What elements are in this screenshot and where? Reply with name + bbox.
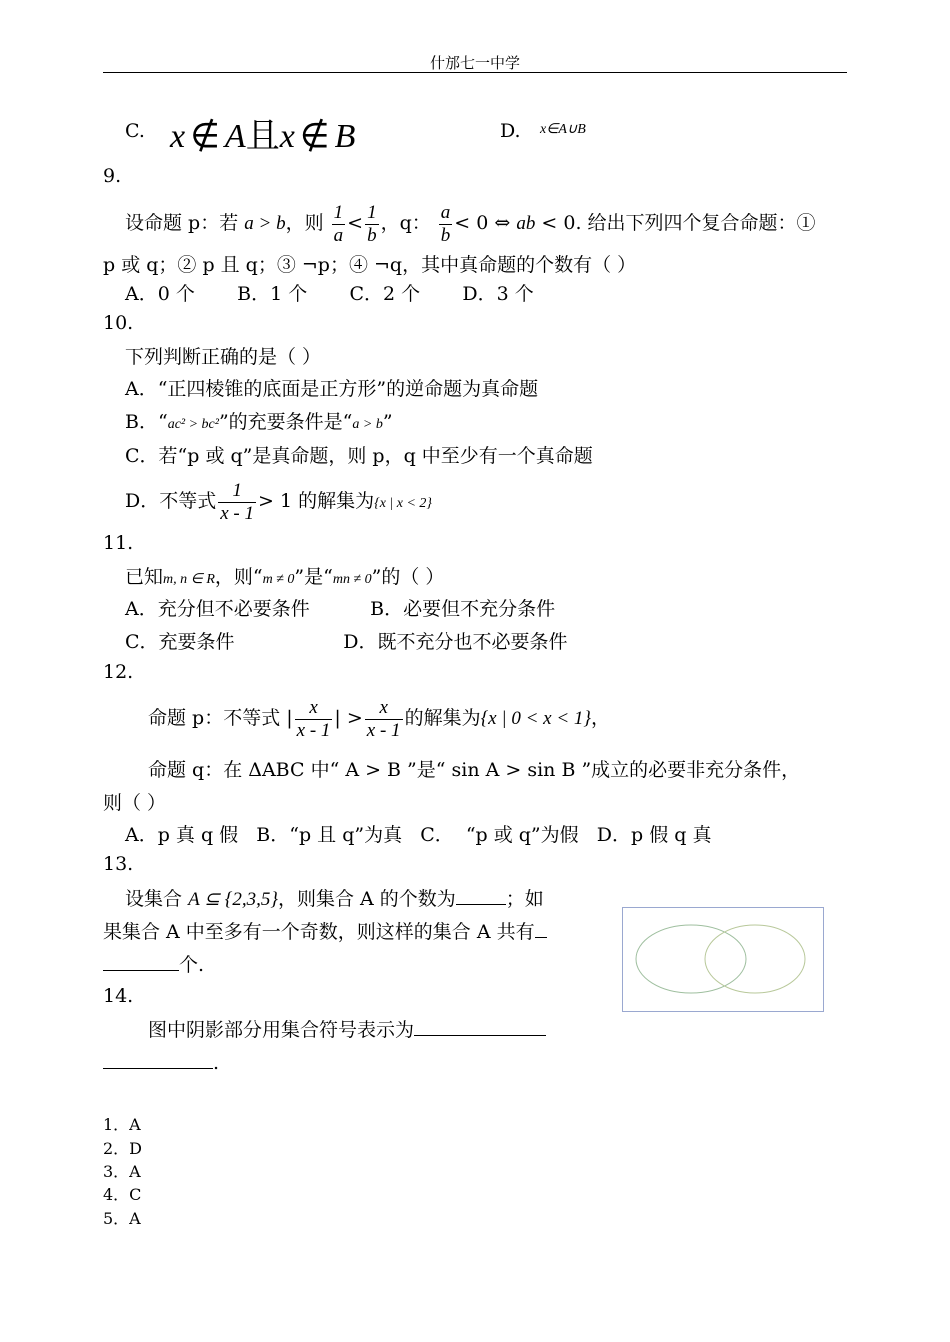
q12-frac1-den: x - 1 (296, 719, 331, 741)
q10-d-set: {x | x < 2} (374, 496, 433, 511)
q9-lt: < (347, 212, 364, 234)
q11-expr2: m ≠ 0 (262, 572, 295, 587)
venn-diagram-frame (622, 907, 824, 1012)
q13-line3 (103, 950, 204, 977)
q13-blank-1[interactable] (456, 886, 506, 905)
page-header: 什邡七一中学 (429, 54, 520, 72)
q10-b-expr2: a > b (352, 417, 383, 432)
q9-frac2-den: b (367, 224, 377, 246)
q8-option-d-expr: x∈A∪B (540, 122, 586, 137)
q9-number: 9. (103, 165, 122, 187)
q9-q-label: ，q： (380, 212, 431, 234)
q10-d-mid: > 1 的解集为 (258, 490, 375, 512)
q12-p-line (148, 693, 610, 744)
q13-l1-end: ；如 (505, 888, 544, 910)
venn-set-b (705, 925, 805, 993)
q9-suffix: . 给出下列四个复合命题：① (575, 212, 816, 234)
q8-c-and: 且 (245, 116, 280, 156)
q12-p-prefix: 命题 p：不等式 | (148, 707, 293, 729)
q11-options-row2: C．充要条件 D．既不充分也不必要条件 (125, 631, 568, 653)
q13-l1-prefix: 设集合 (125, 888, 183, 910)
venn-diagram (623, 908, 823, 1011)
q8-c-x2: x (279, 118, 295, 155)
q10-b-mid: ”的充要条件是“ (218, 411, 353, 433)
q9-stem-line1 (125, 198, 816, 249)
q11-p4: ”的（ ） (371, 566, 445, 588)
q11-expr3: mn ≠ 0 (332, 572, 372, 587)
venn-set-a (636, 925, 746, 993)
q13-number: 13. (103, 853, 134, 875)
q10-b-expr: ac² > bc² (167, 417, 219, 432)
q10-d-num: 1 (218, 480, 256, 503)
answer-4: 4．C (103, 1185, 142, 1204)
q9-frac2 (365, 202, 379, 247)
q10-b-prefix: B．“ (125, 411, 168, 433)
q14-line2 (103, 1050, 219, 1074)
q12-then: 则（ ） (103, 792, 167, 814)
q8-c-b: B (334, 118, 356, 155)
q8-option-d-label: D. (500, 120, 521, 142)
q9-frac2-num: 1 (367, 201, 377, 223)
q9-frac1-num: 1 (333, 201, 344, 223)
q11-p1: 已知 (125, 566, 164, 588)
q14-number: 14. (103, 985, 134, 1007)
q10-option-d (125, 476, 432, 529)
q12-p-end: ， (591, 707, 611, 729)
q10-option-b (125, 407, 393, 434)
answer-1: 1．A (103, 1115, 141, 1134)
q8-c-notin2: ∉ (299, 116, 330, 156)
q12-frac2-den: x - 1 (366, 719, 401, 741)
q14-line1 (148, 1015, 546, 1042)
q13-blank-2b[interactable] (103, 952, 179, 971)
q12-p-suffix: 的解集为 (404, 707, 481, 729)
q11-options-row1: A．充分但不必要条件 B．必要但不充分条件 (125, 598, 556, 620)
q9-frac3-den: b (440, 224, 451, 246)
q9-lt0: < 0 ⇔ (454, 212, 511, 234)
q13-l1-mid: ，则集合 A 的个数为 (277, 888, 456, 910)
q9-frac1 (332, 202, 346, 247)
q14-l1-text: 图中阴影部分用集合符号表示为 (148, 1019, 415, 1041)
q12-frac1 (295, 697, 333, 742)
q9-stem-line2: p 或 q；② p 且 q；③ ¬p；④ ¬q，其中真命题的个数有（ ） (103, 254, 637, 276)
q13-line2 (103, 917, 547, 944)
q8-c-notin1: ∉ (190, 116, 220, 156)
q13-l3-end: 个. (179, 954, 205, 976)
answer-3: 3．A (103, 1162, 141, 1181)
q12-number: 12. (103, 661, 134, 683)
q12-frac1-num: x (295, 697, 333, 720)
q10-d-den: x - 1 (220, 502, 254, 524)
q11-p3: ”是“ (294, 566, 333, 588)
q9-options: A．0 个 B．1 个 C．2 个 D．3 个 (125, 283, 534, 305)
q9-frac1-den: a (333, 224, 344, 246)
q11-stem (125, 562, 444, 589)
q9-frac3 (439, 202, 453, 247)
q9-prefix: 设命题 p：若 (125, 212, 239, 234)
q12-q-line: 命题 q：在 ΔABC 中“ A > B ”是“ sin A > sin B ”成立的必要非充分条件， (148, 759, 801, 781)
q12-p-set: {x | 0 < x < 1} (480, 708, 592, 729)
q9-ab: ab (516, 213, 536, 234)
q8-option-c-expr (170, 108, 355, 157)
q11-expr1: m, n ∈ R (163, 572, 215, 587)
q9-cond1: a > b (244, 213, 286, 234)
answer-5: 5．A (103, 1209, 141, 1228)
q14-l2-end: . (213, 1052, 220, 1074)
q10-b-end: ” (382, 411, 393, 433)
q8-c-x1: x (170, 118, 186, 155)
q8-c-a: A (224, 118, 246, 155)
q12-frac2-num: x (365, 697, 403, 720)
q13-line1 (125, 884, 544, 911)
q10-stem: 下列判断正确的是（ ） (125, 346, 322, 368)
header-rule (103, 72, 847, 73)
q12-gt: | > (334, 707, 363, 729)
q10-option-c: C．若“p 或 q”是真命题，则 p，q 中至少有一个真命题 (125, 445, 593, 467)
q9-frac3-num: a (440, 201, 451, 223)
q13-blank-2a[interactable] (535, 919, 547, 938)
q9-then: ，则 (285, 212, 324, 234)
q8-option-c-label: C. (125, 120, 145, 142)
q11-number: 11. (103, 532, 134, 554)
q10-d-frac (218, 480, 256, 525)
q12-frac2 (365, 697, 403, 742)
q9-lt0b: < 0 (541, 212, 576, 234)
answer-2: 2．D (103, 1139, 143, 1158)
q10-option-a: A．“正四棱锥的底面是正方形”的逆命题为真命题 (125, 378, 539, 400)
q12-options: A．p 真 q 假 B．“p 且 q”为真 C． “p 或 q”为假 D．p 假 q 真 (125, 824, 712, 846)
q10-d-prefix: D．不等式 (125, 490, 217, 512)
q14-blank-b[interactable] (103, 1050, 213, 1069)
q14-blank-a[interactable] (414, 1017, 546, 1036)
q11-p2: ，则“ (214, 566, 263, 588)
q13-l2-text: 果集合 A 中至多有一个奇数，则这样的集合 A 共有 (103, 921, 535, 943)
q10-number: 10. (103, 312, 134, 334)
q13-l1-expr: A ⊆ {2,3,5} (188, 889, 278, 910)
